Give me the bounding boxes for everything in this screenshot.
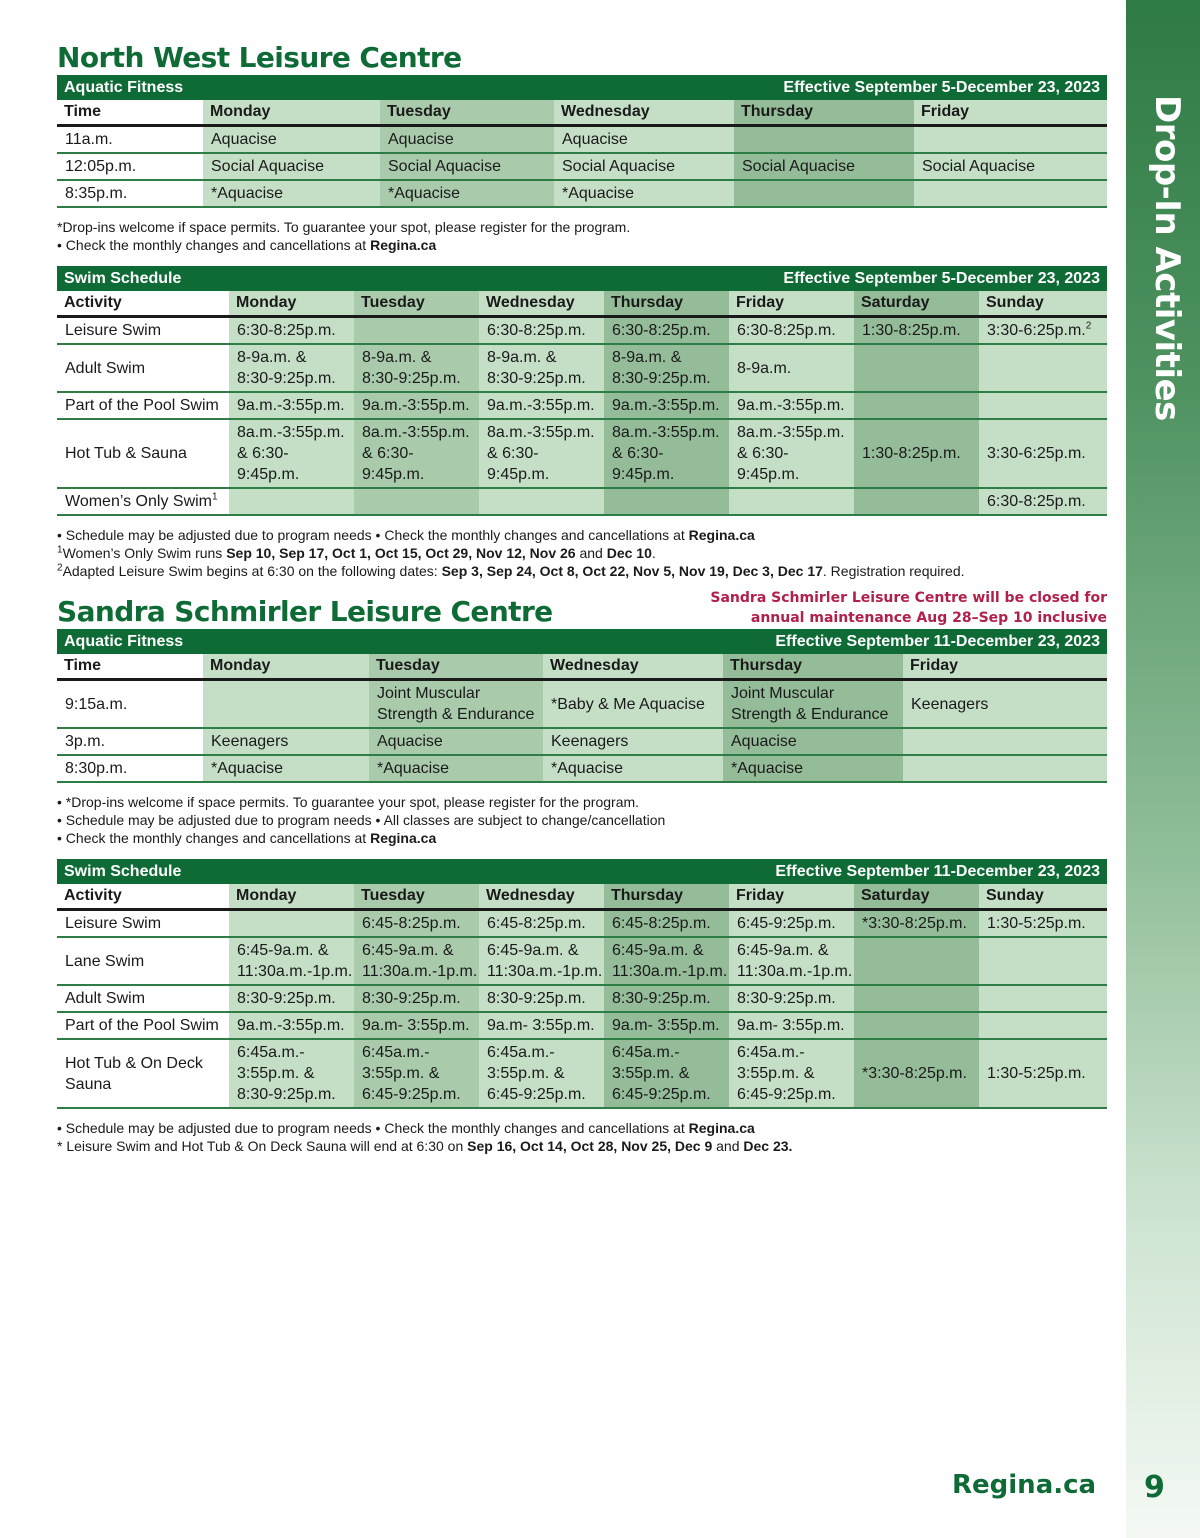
column-header: Tuesday	[354, 291, 479, 317]
nw-aquatic-effective: Effective September 5-December 23, 2023	[783, 79, 1100, 96]
note: • Schedule may be adjusted due to program needs • All classes are subject to change/cancellation	[57, 812, 666, 828]
ss-aquatic-table	[57, 654, 1107, 783]
schedule-cell: Aquacise	[554, 126, 734, 154]
schedule-cell: 9a.m.-3:55p.m.	[604, 392, 729, 419]
schedule-cell	[854, 1012, 979, 1039]
schedule-cell: Joint Muscular Strength & Endurance	[723, 680, 903, 729]
nw-swim-table	[57, 291, 1107, 516]
schedule-cell: *Aquacise	[203, 755, 369, 782]
schedule-cell: 6:45-9a.m. & 11:30a.m.-1p.m.	[729, 937, 854, 985]
schedule-cell	[854, 488, 979, 515]
schedule-cell	[229, 488, 354, 515]
schedule-cell: 6:45-9a.m. & 11:30a.m.-1p.m.	[604, 937, 729, 985]
schedule-cell: 8a.m.-3:55p.m. & 6:30-9:45p.m.	[729, 419, 854, 488]
schedule-cell: 8a.m.-3:55p.m. & 6:30-9:45p.m.	[354, 419, 479, 488]
table-row	[57, 937, 1107, 985]
schedule-cell: 8-9a.m. & 8:30-9:25p.m.	[229, 344, 354, 392]
column-header: Wednesday	[543, 654, 723, 680]
schedule-cell: 9a.m- 3:55p.m.	[354, 1012, 479, 1039]
schedule-cell: Joint Muscular Strength & Endurance	[369, 680, 543, 729]
schedule-cell: 9a.m.-3:55p.m.	[479, 392, 604, 419]
regina-link[interactable]: Regina.ca	[688, 1120, 755, 1136]
table-row	[57, 392, 1107, 419]
schedule-cell	[203, 680, 369, 729]
ss-swim-effective: Effective September 11-December 23, 2023	[775, 863, 1100, 880]
schedule-cell: 9a.m- 3:55p.m.	[479, 1012, 604, 1039]
table-row	[57, 317, 1107, 345]
row-label: Leisure Swim	[57, 317, 229, 345]
nw-aquatic-header	[57, 75, 1107, 100]
schedule-cell: 6:45-9a.m. & 11:30a.m.-1p.m.	[229, 937, 354, 985]
schedule-cell: 8a.m.-3:55p.m. & 6:30-9:45p.m.	[604, 419, 729, 488]
schedule-cell: Social Aquacise	[914, 153, 1107, 180]
row-label: Lane Swim	[57, 937, 229, 985]
schedule-cell: Aquacise	[369, 728, 543, 755]
nw-swim-label: Swim Schedule	[64, 270, 182, 287]
schedule-cell: 9a.m.-3:55p.m.	[229, 1012, 354, 1039]
column-header: Sunday	[979, 291, 1107, 317]
schedule-cell: 6:45-8:25p.m.	[604, 910, 729, 938]
north-west-title: North West Leisure Centre	[57, 41, 462, 74]
schedule-cell: 6:45-9:25p.m.	[729, 910, 854, 938]
nw-swim-notes	[57, 526, 1107, 580]
schedule-cell	[734, 126, 914, 154]
regina-link[interactable]: Regina.ca	[370, 237, 437, 253]
schedule-cell: 6:45a.m.- 3:55p.m. & 6:45-9:25p.m.	[729, 1039, 854, 1108]
schedule-cell: *3:30-8:25p.m.	[854, 910, 979, 938]
schedule-cell	[903, 728, 1107, 755]
sandra-title: Sandra Schmirler Leisure Centre	[57, 595, 553, 628]
footnote-marker: 2	[1085, 320, 1092, 332]
schedule-cell: Social Aquacise	[380, 153, 554, 180]
schedule-cell: 6:30-8:25p.m.	[604, 317, 729, 345]
schedule-cell: *Aquacise	[543, 755, 723, 782]
schedule-cell: 8a.m.-3:55p.m. & 6:30-9:45p.m.	[479, 419, 604, 488]
schedule-cell	[354, 317, 479, 345]
column-header: Monday	[229, 291, 354, 317]
schedule-cell	[979, 937, 1107, 985]
schedule-cell: 3:30-6:25p.m.	[979, 419, 1107, 488]
table-row	[57, 344, 1107, 392]
schedule-cell: 1:30-5:25p.m.	[979, 910, 1107, 938]
regina-link[interactable]: Regina.ca	[688, 527, 755, 543]
page-content	[57, 40, 1107, 1167]
note: • Schedule may be adjusted due to program needs • Check the monthly changes and cancellations at Regina.ca	[57, 1120, 755, 1136]
schedule-cell: 8:30-9:25p.m.	[354, 985, 479, 1012]
note: $^2$Adapted Leisure Swim begins at 6:30 on the following dates: Sep 3, Sep 24, Oct 8, Oct 22, Nov 5, Nov 19, Dec 3, Dec 17. Registration required.	[57, 562, 965, 579]
ss-aquatic-effective: Effective September 11-December 23, 2023	[775, 633, 1100, 650]
column-header: Tuesday	[380, 100, 554, 126]
column-header: Monday	[203, 100, 380, 126]
nw-aquatic-notes	[57, 218, 1107, 254]
schedule-cell: 1:30-5:25p.m.	[979, 1039, 1107, 1108]
schedule-cell	[854, 985, 979, 1012]
schedule-cell: 6:45-9a.m. & 11:30a.m.-1p.m.	[479, 937, 604, 985]
table-row	[57, 755, 1107, 782]
column-header: Tuesday	[354, 884, 479, 910]
row-label: Part of the Pool Swim	[57, 392, 229, 419]
schedule-cell: *Baby & Me Aquacise	[543, 680, 723, 729]
column-header: Activity	[57, 884, 229, 910]
schedule-cell: 8-9a.m. & 8:30-9:25p.m.	[354, 344, 479, 392]
schedule-cell: Social Aquacise	[554, 153, 734, 180]
column-header: Monday	[203, 654, 369, 680]
schedule-cell	[229, 910, 354, 938]
schedule-cell: *Aquacise	[380, 180, 554, 207]
schedule-cell: Aquacise	[380, 126, 554, 154]
schedule-cell: Social Aquacise	[203, 153, 380, 180]
ss-swim-label: Swim Schedule	[64, 863, 182, 880]
schedule-cell: 1:30-8:25p.m.	[854, 419, 979, 488]
schedule-cell: 8:30-9:25p.m.	[229, 985, 354, 1012]
column-header: Friday	[729, 291, 854, 317]
ss-aquatic-label: Aquatic Fitness	[64, 633, 184, 650]
column-header: Thursday	[734, 100, 914, 126]
schedule-cell: *Aquacise	[203, 180, 380, 207]
schedule-cell: 9a.m.-3:55p.m.	[354, 392, 479, 419]
schedule-cell: Keenagers	[903, 680, 1107, 729]
schedule-cell: 6:30-8:25p.m.	[479, 317, 604, 345]
schedule-cell	[604, 488, 729, 515]
column-header: Wednesday	[554, 100, 734, 126]
table-row	[57, 910, 1107, 938]
schedule-cell: 8-9a.m. & 8:30-9:25p.m.	[604, 344, 729, 392]
schedule-cell	[479, 488, 604, 515]
schedule-cell	[914, 180, 1107, 207]
schedule-cell: 6:45a.m.- 3:55p.m. & 6:45-9:25p.m.	[479, 1039, 604, 1108]
closure-notice: Sandra Schmirler Leisure Centre will be closed for annual maintenance Aug 28–Sep 10 inclusive	[710, 590, 1107, 626]
row-label: Hot Tub & Sauna	[57, 419, 229, 488]
schedule-cell: Social Aquacise	[734, 153, 914, 180]
note: • Check the monthly changes and cancellations at Regina.ca	[57, 830, 437, 846]
row-label: Women’s Only Swim$^1$	[57, 488, 229, 515]
schedule-cell	[979, 985, 1107, 1012]
row-label: 11a.m.	[57, 126, 203, 154]
ss-swim-header	[57, 859, 1107, 884]
schedule-cell: 6:45-8:25p.m.	[354, 910, 479, 938]
row-label: 8:35p.m.	[57, 180, 203, 207]
row-label: 3p.m.	[57, 728, 203, 755]
schedule-cell: 6:45a.m.- 3:55p.m. & 8:30-9:25p.m.	[229, 1039, 354, 1108]
schedule-cell: 6:45-9a.m. & 11:30a.m.-1p.m.	[354, 937, 479, 985]
note: *Drop-ins welcome if space permits. To guarantee your spot, please register for the program.	[57, 219, 631, 235]
column-header: Thursday	[604, 884, 729, 910]
schedule-cell: 3:30-6:25p.m.$^2$	[979, 317, 1107, 345]
schedule-cell: 9a.m.-3:55p.m.	[729, 392, 854, 419]
column-header: Monday	[229, 884, 354, 910]
schedule-cell: 8:30-9:25p.m.	[479, 985, 604, 1012]
schedule-cell: *Aquacise	[369, 755, 543, 782]
note: $^1$Women’s Only Swim runs Sep 10, Sep 17, Oct 1, Oct 15, Oct 29, Nov 12, Nov 26 and Dec 10.	[57, 544, 656, 561]
schedule-cell	[354, 488, 479, 515]
column-header: Wednesday	[479, 884, 604, 910]
schedule-cell: Keenagers	[543, 728, 723, 755]
nw-aquatic-label: Aquatic Fitness	[64, 79, 184, 96]
schedule-cell	[854, 344, 979, 392]
column-header: Time	[57, 100, 203, 126]
row-label: 8:30p.m.	[57, 755, 203, 782]
note: * Leisure Swim and Hot Tub & On Deck Sauna will end at 6:30 on Sep 16, Oct 14, Oct 28, Nov 25, Dec 9 and Dec 23.	[57, 1138, 793, 1154]
schedule-cell: Aquacise	[203, 126, 380, 154]
column-header: Time	[57, 654, 203, 680]
column-header: Saturday	[854, 884, 979, 910]
sandra-title-row	[57, 590, 1107, 629]
table-row	[57, 1012, 1107, 1039]
nw-aquatic-table	[57, 100, 1107, 208]
regina-link[interactable]: Regina.ca	[370, 830, 437, 846]
schedule-cell	[979, 1012, 1107, 1039]
schedule-cell: Aquacise	[723, 728, 903, 755]
row-label: Hot Tub & On Deck Sauna	[57, 1039, 229, 1108]
schedule-cell: 6:30-8:25p.m.	[229, 317, 354, 345]
schedule-cell: 9a.m- 3:55p.m.	[604, 1012, 729, 1039]
schedule-cell: 6:30-8:25p.m.	[979, 488, 1107, 515]
schedule-cell: *Aquacise	[554, 180, 734, 207]
footnote-marker: 1	[212, 491, 218, 503]
table-row	[57, 180, 1107, 207]
column-header: Activity	[57, 291, 229, 317]
column-header: Tuesday	[369, 654, 543, 680]
schedule-cell: 9a.m.-3:55p.m.	[229, 392, 354, 419]
schedule-cell	[979, 344, 1107, 392]
row-label: 12:05p.m.	[57, 153, 203, 180]
column-header: Thursday	[723, 654, 903, 680]
schedule-cell: 8-9a.m.	[729, 344, 854, 392]
note: • *Drop-ins welcome if space permits. To guarantee your spot, please register for the program.	[57, 794, 640, 810]
column-header: Saturday	[854, 291, 979, 317]
column-header: Friday	[729, 884, 854, 910]
schedule-cell	[854, 392, 979, 419]
schedule-cell	[734, 180, 914, 207]
nw-swim-effective: Effective September 5-December 23, 2023	[783, 270, 1100, 287]
row-label: Adult Swim	[57, 985, 229, 1012]
schedule-cell: *3:30-8:25p.m.	[854, 1039, 979, 1108]
note: • Schedule may be adjusted due to program needs • Check the monthly changes and cancellations at Regina.ca	[57, 527, 755, 543]
row-label: 9:15a.m.	[57, 680, 203, 729]
column-header: Thursday	[604, 291, 729, 317]
ss-aquatic-header	[57, 629, 1107, 654]
footer-site-link[interactable]: Regina.ca	[952, 1470, 1097, 1500]
row-label: Leisure Swim	[57, 910, 229, 938]
table-row	[57, 419, 1107, 488]
schedule-cell	[914, 126, 1107, 154]
schedule-cell	[729, 488, 854, 515]
row-label: Adult Swim	[57, 344, 229, 392]
row-label: Part of the Pool Swim	[57, 1012, 229, 1039]
table-row	[57, 153, 1107, 180]
table-row	[57, 728, 1107, 755]
table-row	[57, 1039, 1107, 1108]
schedule-cell: Keenagers	[203, 728, 369, 755]
schedule-cell: 8a.m.-3:55p.m. & 6:30-9:45p.m.	[229, 419, 354, 488]
schedule-cell: 1:30-8:25p.m.	[854, 317, 979, 345]
nw-swim-header	[57, 266, 1107, 291]
ss-swim-table	[57, 884, 1107, 1109]
table-row	[57, 126, 1107, 154]
ss-swim-notes	[57, 1119, 1107, 1155]
schedule-cell: 8:30-9:25p.m.	[729, 985, 854, 1012]
table-row	[57, 488, 1107, 515]
column-header: Friday	[903, 654, 1107, 680]
ss-aquatic-notes	[57, 793, 1107, 847]
schedule-cell: 6:45-8:25p.m.	[479, 910, 604, 938]
sidebar-title: Drop-In Activities	[1147, 95, 1187, 421]
schedule-cell	[903, 755, 1107, 782]
schedule-cell: 8:30-9:25p.m.	[604, 985, 729, 1012]
schedule-cell: 6:30-8:25p.m.	[729, 317, 854, 345]
note: • Check the monthly changes and cancellations at Regina.ca	[57, 237, 437, 253]
schedule-cell: 8-9a.m. & 8:30-9:25p.m.	[479, 344, 604, 392]
schedule-cell: 6:45a.m.- 3:55p.m. & 6:45-9:25p.m.	[604, 1039, 729, 1108]
schedule-cell: 6:45a.m.- 3:55p.m. & 6:45-9:25p.m.	[354, 1039, 479, 1108]
table-row	[57, 680, 1107, 729]
table-row	[57, 985, 1107, 1012]
schedule-cell	[854, 937, 979, 985]
schedule-cell: 9a.m- 3:55p.m.	[729, 1012, 854, 1039]
schedule-cell	[979, 392, 1107, 419]
column-header: Wednesday	[479, 291, 604, 317]
page-number: 9	[1144, 1470, 1165, 1505]
column-header: Sunday	[979, 884, 1107, 910]
column-header: Friday	[914, 100, 1107, 126]
schedule-cell: *Aquacise	[723, 755, 903, 782]
